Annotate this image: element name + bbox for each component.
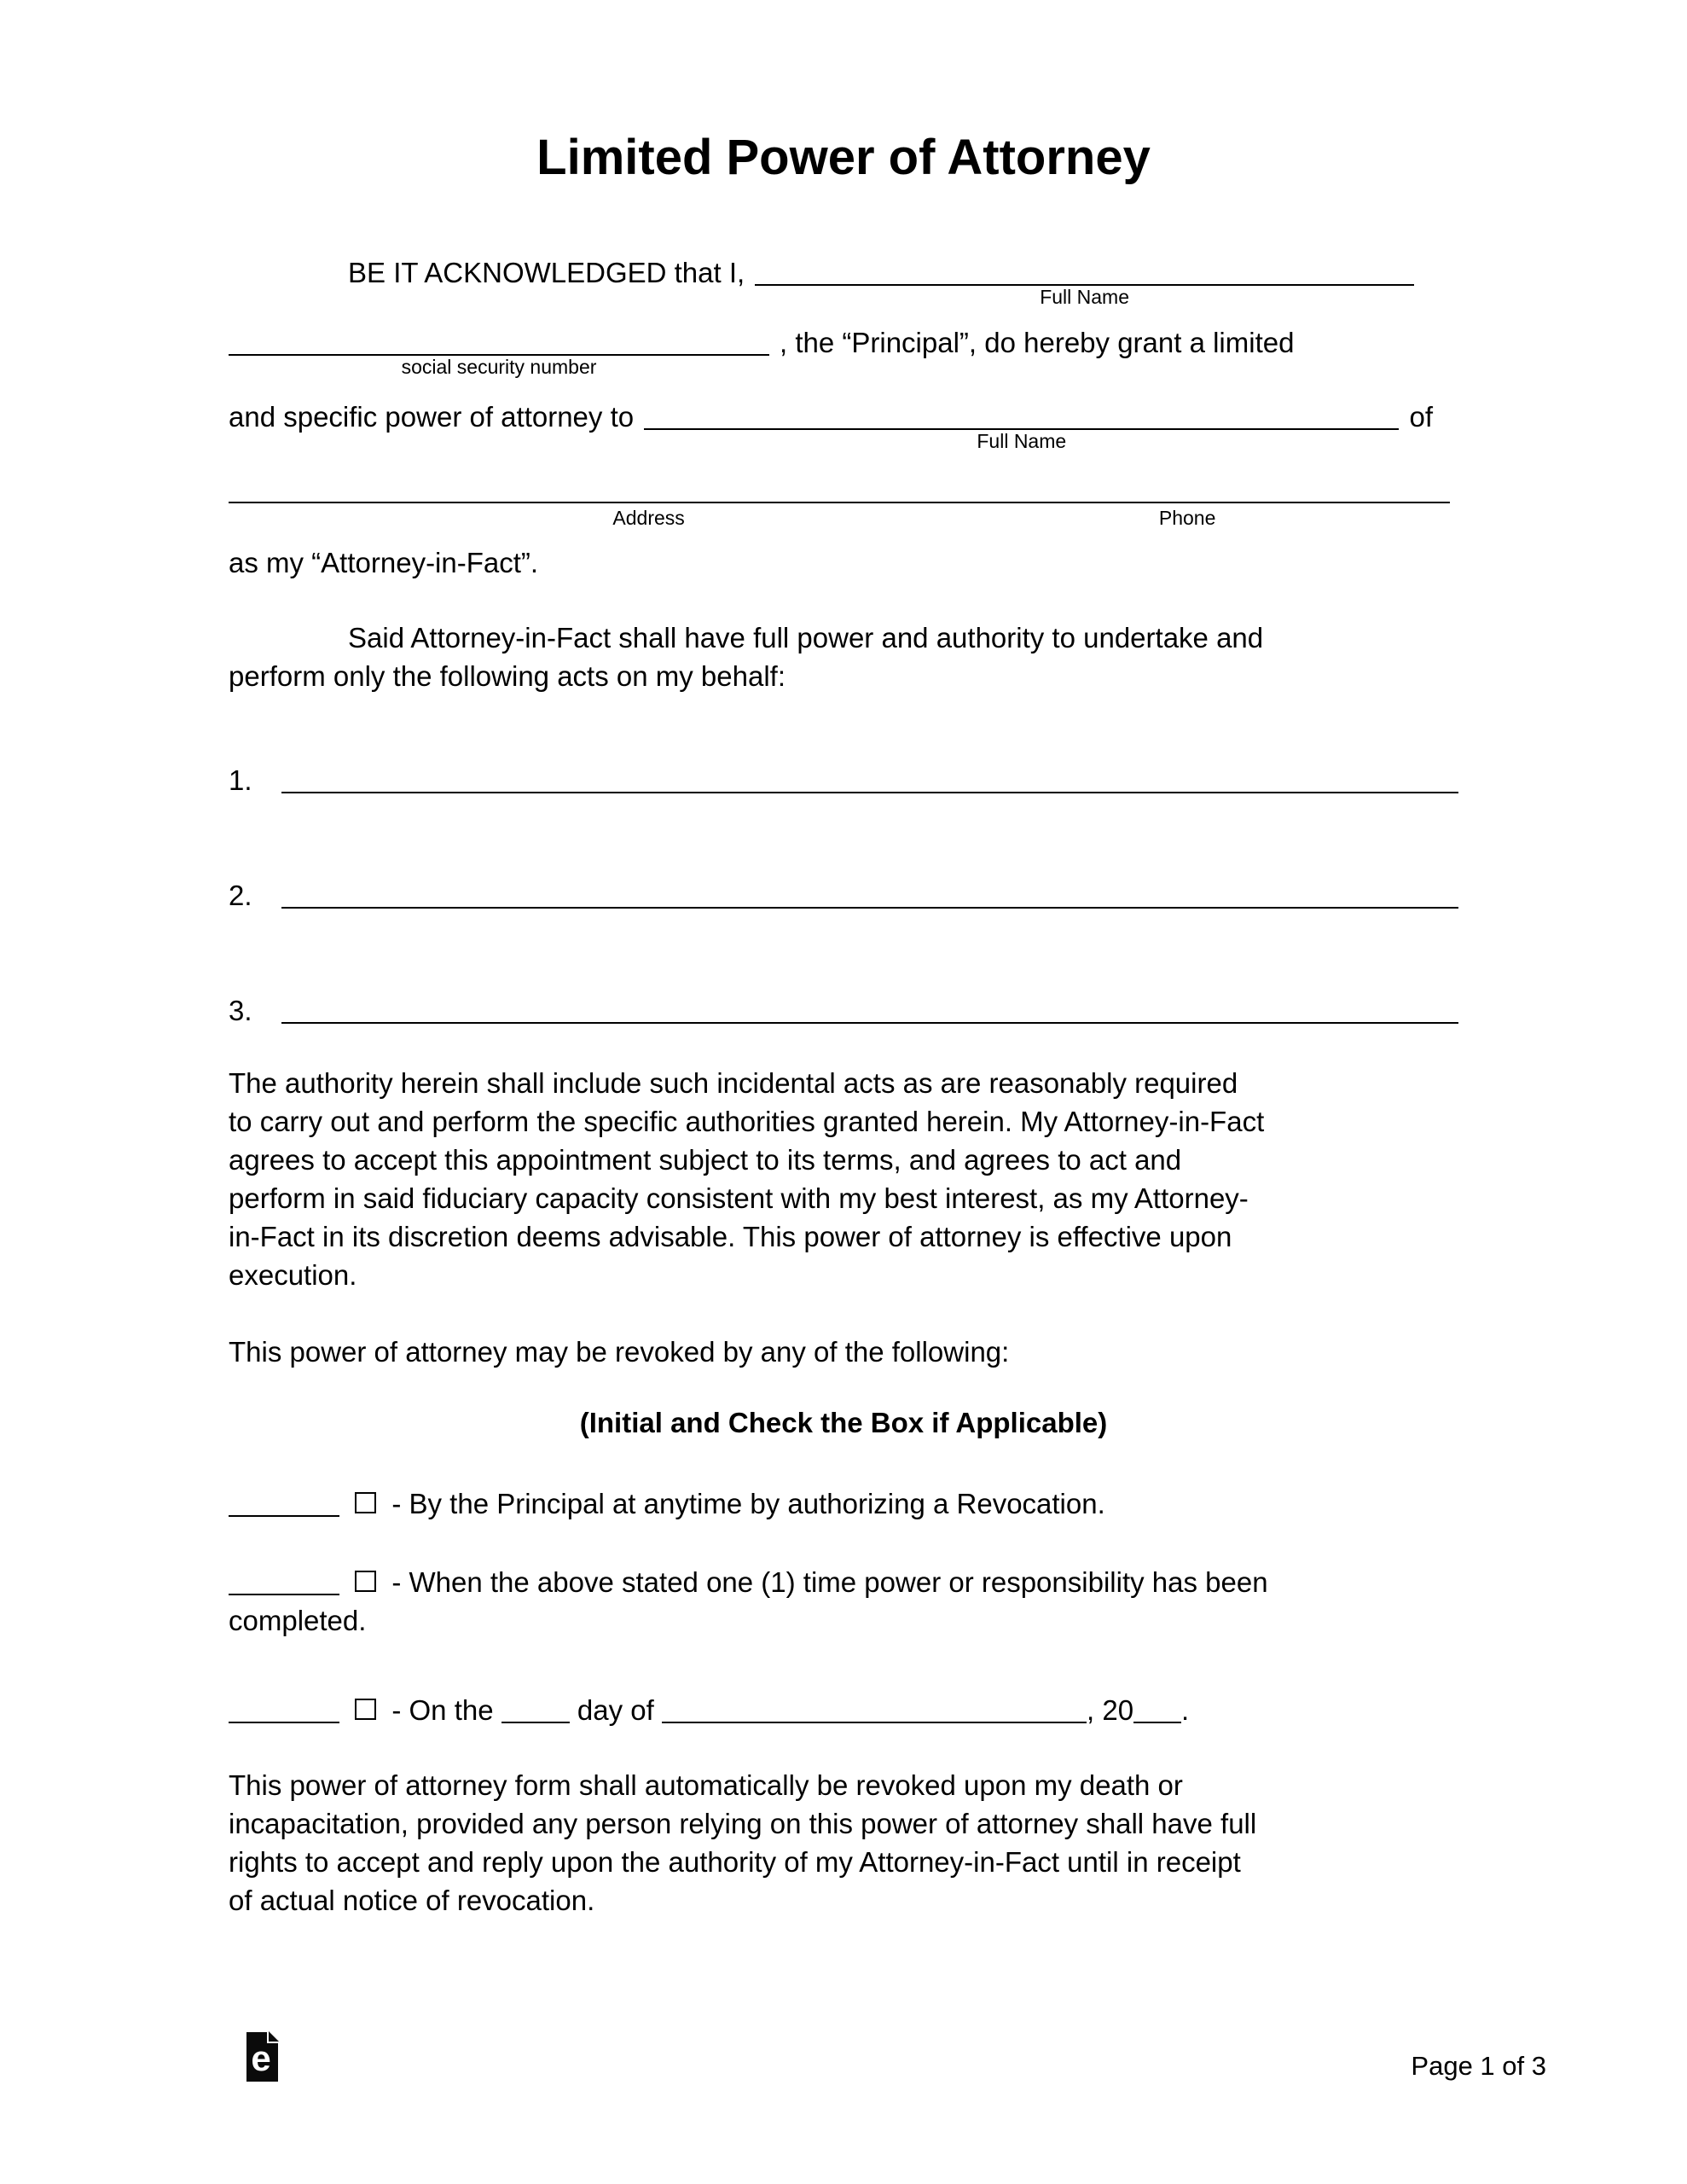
checkbox-icon[interactable] xyxy=(355,1571,376,1592)
act-item-number: 3. xyxy=(229,995,252,1026)
act-item-number: 1. xyxy=(229,764,252,796)
termination-line: rights to accept and reply upon the authority of my Attorney-in-Fact until in receipt xyxy=(229,1846,1241,1878)
revocation-year-blank[interactable] xyxy=(1133,1716,1181,1723)
act-item-2 xyxy=(229,876,1458,915)
revocation-option-3-period: . xyxy=(1181,1694,1190,1726)
revocation-intro: This power of attorney may be revoked by any of the following: xyxy=(229,1336,1010,1368)
initials-blank-2[interactable] xyxy=(229,1589,339,1595)
eforms-logo-icon xyxy=(245,2030,280,2093)
initial-check-heading: (Initial and Check the Box if Applicable) xyxy=(579,1407,1108,1438)
initials-blank-3[interactable] xyxy=(229,1716,339,1723)
act-item-number: 2. xyxy=(229,880,252,911)
act-1-description-blank[interactable] xyxy=(281,787,1458,793)
revocation-month-blank[interactable] xyxy=(662,1716,1087,1723)
authority-line: to carry out and perform the specific authorities granted herein. My Attorney-in-Fact xyxy=(229,1106,1265,1137)
termination-line: incapacitation, provided any person relying on this power of attorney shall have full xyxy=(229,1808,1257,1839)
page-title: Limited Power of Attorney xyxy=(536,130,1151,185)
grant-prefix-text: and specific power of attorney to xyxy=(229,401,635,433)
authority-line: The authority herein shall include such incidental acts as are reasonably required xyxy=(229,1067,1238,1099)
principal-clause-text: , the “Principal”, do hereby grant a limited xyxy=(780,327,1295,358)
revocation-day-blank[interactable] xyxy=(501,1716,570,1723)
act-item-1 xyxy=(229,761,1458,799)
agent-address-phone-blank[interactable] xyxy=(229,473,1450,529)
social-security-number-blank[interactable] xyxy=(229,349,769,378)
revocation-option-3-day-of: day of xyxy=(577,1694,654,1726)
revocation-option-3-comma-20: , 20 xyxy=(1087,1694,1134,1726)
authority-line: agrees to accept this appointment subject to its terms, and agrees to act and xyxy=(229,1144,1182,1176)
authority-line: perform in said fiduciary capacity consistent with my best interest, as my Attorney- xyxy=(229,1182,1249,1214)
intro-line-principal xyxy=(229,323,1458,378)
agent-full-name-blank[interactable] xyxy=(644,423,1399,452)
acts-intro-line: Said Attorney-in-Fact shall have full power and authority to undertake and xyxy=(348,622,1264,653)
full-name-label: Full Name xyxy=(977,430,1067,452)
full-name-label: Full Name xyxy=(1040,286,1129,308)
address-label: Address xyxy=(612,507,685,529)
principal-full-name-blank[interactable] xyxy=(755,279,1414,308)
authority-line: execution. xyxy=(229,1259,357,1291)
revocation-option-1-text: - By the Principal at anytime by authorizing a Revocation. xyxy=(391,1488,1105,1519)
checkbox-icon[interactable] xyxy=(355,1699,376,1720)
revocation-option-3 xyxy=(229,1691,1458,1729)
attorney-in-fact-clause: as my “Attorney-in-Fact”. xyxy=(229,547,539,578)
act-2-description-blank[interactable] xyxy=(281,902,1458,909)
initials-blank-1[interactable] xyxy=(229,1510,339,1517)
revocation-option-2 xyxy=(229,1563,1458,1640)
termination-line: This power of attorney form shall automatically be revoked upon my death or xyxy=(229,1769,1183,1801)
ssn-label: social security number xyxy=(401,356,597,378)
intro-line-acknowledged xyxy=(229,253,1458,308)
acts-intro-paragraph xyxy=(229,619,1458,695)
authority-paragraph xyxy=(229,1064,1458,1294)
checkbox-icon[interactable] xyxy=(355,1492,376,1513)
logo-letter: e xyxy=(251,2038,271,2078)
page-number: Page 1 of 3 xyxy=(1411,2051,1546,2081)
acts-intro-line: perform only the following acts on my behalf: xyxy=(229,660,786,692)
intro-line-grant xyxy=(229,398,1458,452)
termination-line: of actual notice of revocation. xyxy=(229,1885,595,1916)
revocation-option-2-text-continued: completed. xyxy=(229,1605,367,1636)
acts-list xyxy=(229,761,1458,1030)
termination-paragraph xyxy=(229,1766,1458,1920)
phone-label: Phone xyxy=(1158,507,1216,529)
authority-line: in-Fact in its discretion deems advisable. This power of attorney is effective upon xyxy=(229,1221,1232,1252)
act-3-description-blank[interactable] xyxy=(281,1017,1458,1024)
revocation-option-3-prefix: - On the xyxy=(391,1694,494,1726)
acknowledged-text: BE IT ACKNOWLEDGED that I, xyxy=(348,257,745,288)
grant-suffix-text: of xyxy=(1409,401,1433,433)
act-item-3 xyxy=(229,991,1458,1030)
revocation-option-2-text: - When the above stated one (1) time power or responsibility has been xyxy=(391,1566,1268,1598)
revocation-option-1 xyxy=(229,1484,1458,1523)
